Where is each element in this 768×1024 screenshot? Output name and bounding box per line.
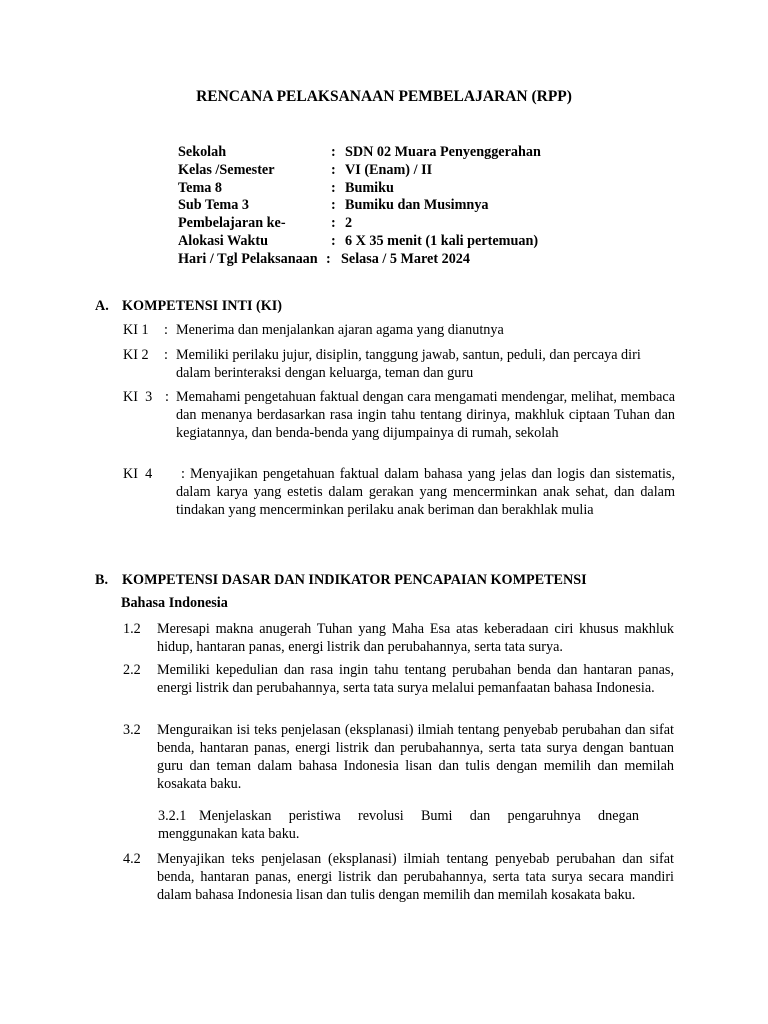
indicator-number: 3.2.1 <box>158 808 187 824</box>
kd-item <box>123 721 675 795</box>
indicator-item <box>158 807 658 845</box>
kd-item <box>123 661 675 717</box>
subject-heading: Bahasa Indonesia <box>121 595 228 611</box>
identity-label: Sekolah <box>178 144 227 160</box>
ki-colon: : <box>164 322 168 338</box>
kd-number: 2.2 <box>123 662 141 678</box>
identity-colon: : <box>331 215 336 232</box>
section-b-heading <box>95 571 587 589</box>
kd-text: Menyajikan teks penjelasan (eksplanasi) ilmiah tentang penyebab perubahan dan sifat benda, hantaran panas, energi listrik dan perubahannya, serta tata surya secara mandiri dalam bahasa Indonesia lisan dan tulis dengan memilih dan memilah kosakata baku. <box>157 851 674 903</box>
ki-item <box>123 321 683 341</box>
identity-label: Tema 8 <box>178 179 223 196</box>
identity-row-class <box>178 161 698 179</box>
identity-row-theme <box>178 179 698 197</box>
ki-text: Memiliki perilaku jujur, disiplin, tanggung jawab, santun, peduli, dan percaya diri dalam berinteraksi dengan keluarga, teman dan guru <box>176 347 641 381</box>
ki-code: KI 4 <box>123 466 153 482</box>
document-title: RENCANA PELAKSANAAN PEMBELAJARAN (RPP) <box>196 88 572 105</box>
identity-row-school <box>178 143 698 161</box>
ki-item <box>123 465 683 539</box>
kd-text: Meresapi makna anugerah Tuhan yang Maha Esa atas keberadaan ciri khusus makhluk hidup, hantaran panas, energi listrik dan perubahannya, serta tata surya. <box>157 621 674 655</box>
identity-colon: : <box>331 232 336 249</box>
ki-code: KI 1 <box>123 322 149 338</box>
identity-label: Sub Tema 3 <box>178 197 249 214</box>
identity-colon: : <box>331 197 336 214</box>
identity-row-lesson <box>178 214 698 232</box>
identity-label: Hari / Tgl Pelaksanaan <box>178 250 318 267</box>
indicator-text <box>158 807 639 843</box>
identity-row-subtheme <box>178 196 698 214</box>
kd-number: 4.2 <box>123 851 141 867</box>
identity-row-time <box>178 232 698 250</box>
identity-value: Bumiku dan Musimnya <box>345 197 489 214</box>
ki-code: KI 2 <box>123 347 149 363</box>
kd-number: 3.2 <box>123 722 141 738</box>
identity-label: Pembelajaran ke- <box>178 215 286 232</box>
identity-label: Alokasi Waktu <box>178 232 269 249</box>
kd-number: 1.2 <box>123 621 141 637</box>
identity-value: Selasa / 5 Maret 2024 <box>341 250 470 267</box>
identity-value: 6 X 35 menit (1 kali pertemuan) <box>345 232 539 249</box>
identity-value: Bumiku <box>345 179 394 196</box>
identity-value: 2 <box>345 215 353 232</box>
identity-colon: : <box>331 161 336 178</box>
kd-text: Memiliki kepedulian dan rasa ingin tahu tentang perubahan benda dan hantaran panas, energi listrik dan perubahannya, serta tata surya melalui pemanfaatan bahasa Indonesia. <box>157 662 674 696</box>
identity-value: VI (Enam) / II <box>345 161 433 178</box>
kd-item <box>123 850 675 924</box>
ki-colon: : <box>164 347 168 363</box>
section-title: KOMPETENSI DASAR DAN INDIKATOR PENCAPAIAN KOMPETENSI <box>122 572 587 588</box>
section-title: KOMPETENSI INTI (KI) <box>122 298 283 314</box>
section-letter: B. <box>95 572 109 588</box>
ki-code: KI 3 <box>123 389 153 405</box>
identity-label: Kelas /Semester <box>178 161 275 178</box>
identity-value: SDN 02 Muara Penyenggerahan <box>345 144 541 160</box>
ki-text: Memahami pengetahuan faktual dengan cara mengamati mendengar, melihat, membaca dan menanya berdasarkan rasa ingin tahu tentang dirinya, makhluk ciptaan Tuhan dan kegiatannya, dan benda-benda yang dijumpainya di rumah, sekolah <box>176 389 675 441</box>
ki-colon: : <box>165 389 169 405</box>
kd-text: Menguraikan isi teks penjelasan (eksplanasi) ilmiah tentang penyebab perubahan dan sifat benda, hantaran panas, energi listrik dan perubahannya, serta tata surya dengan bantuan guru dan teman dalam bahasa Indonesia lisan dan tulis dengan memilih dan memilah kosakata baku. <box>157 722 674 792</box>
identity-colon: : <box>331 179 336 196</box>
ki-colon: : <box>181 466 185 482</box>
ki-text: Menyajikan pengetahuan faktual dalam bahasa yang jelas dan logis dan sistematis, dalam karya yang estetis dalam gerakan yang mencerminkan anak sehat, dan dalam tindakan yang mencerminkan perilaku anak beriman dan berakhlak mulia <box>176 466 675 518</box>
section-a-heading <box>95 297 282 315</box>
identity-table <box>178 143 698 268</box>
section-letter: A. <box>95 298 109 314</box>
ki-item <box>123 346 683 384</box>
ki-text: Menerima dan menjalankan ajaran agama yang dianutnya <box>176 322 504 338</box>
indicator-text-content: Menjelaskan peristiwa revolusi Bumi dan pengaruhnya dnegan menggunakan kata baku. <box>158 808 639 842</box>
identity-colon: : <box>331 144 336 160</box>
kd-item <box>123 620 675 658</box>
identity-row-date <box>178 250 698 268</box>
identity-colon: : <box>326 250 331 267</box>
ki-item <box>123 388 683 462</box>
